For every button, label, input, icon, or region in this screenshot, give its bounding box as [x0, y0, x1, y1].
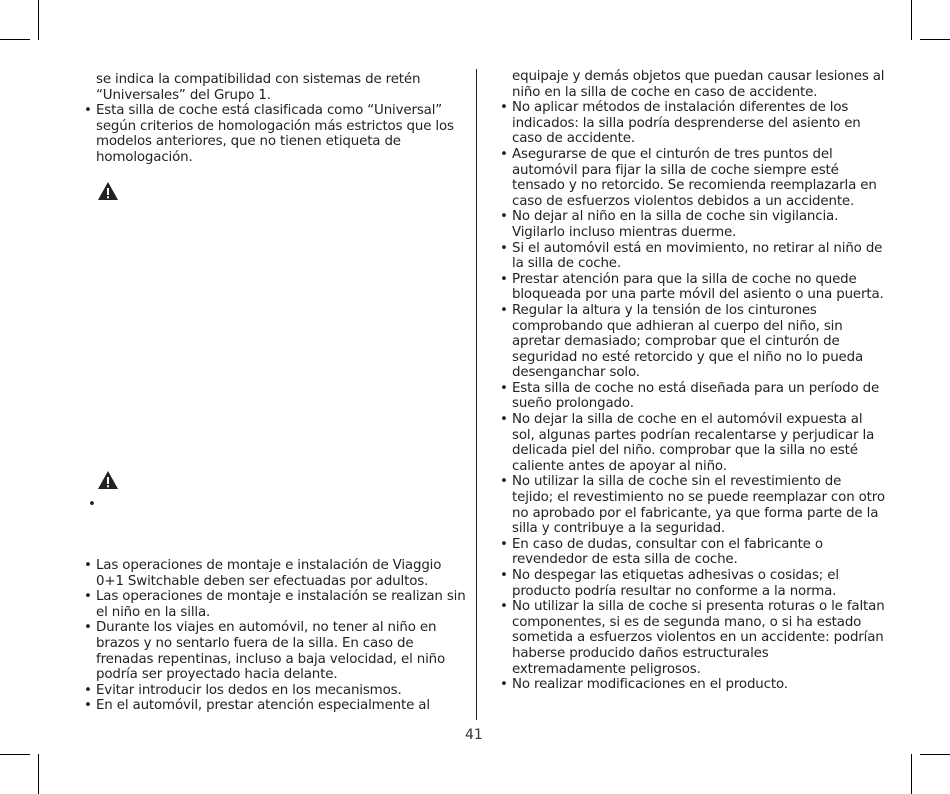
left-bullet-list-bottom — [84, 558, 469, 714]
list-item-text: Evitar introducir los dedos en los mecanismos. — [96, 682, 402, 698]
list-item — [500, 599, 885, 677]
right-continuation-text: equipaje y demás objetos que puedan causar lesiones al niño en la silla de coche en caso de accidente. — [512, 69, 885, 100]
crop-mark — [38, 754, 39, 794]
list-item — [500, 303, 885, 381]
bullet-marker: • — [500, 240, 508, 256]
list-item-text: Las operaciones de montaje e instalación se realizan sin el niño en la silla. — [96, 589, 466, 620]
bullet-marker: • — [500, 536, 508, 552]
crop-mark — [920, 39, 950, 40]
bullet-marker: • — [500, 380, 508, 396]
list-item-text: En caso de dudas, consultar con el fabricante o revendedor de esta silla de coche. — [512, 536, 823, 568]
bullet-marker: • — [84, 103, 92, 119]
bullet-marker: • — [500, 100, 508, 116]
bullet-marker: • — [84, 589, 92, 605]
crop-mark — [38, 0, 39, 40]
list-item — [500, 412, 885, 474]
list-item — [500, 209, 885, 240]
page-number: 41 — [465, 727, 483, 743]
list-item — [500, 677, 885, 693]
list-item-text: Asegurarse de que el cinturón de tres puntos del automóvil para fijar la silla de coche siempre esté tensado y no retorcido. Se recomienda reemplazarla en caso de esfuerzos violentos debidos a un accidente. — [512, 146, 877, 209]
bullet-marker: • — [88, 497, 96, 512]
list-item — [84, 698, 469, 714]
list-item-text: No dejar la silla de coche en el automóvil expuesta al sol, algunas partes podrían recalentarse y perjudicar la delicada piel del niño. comprobar que la silla no esté caliente antes de apoyar al niño. — [512, 412, 875, 474]
list-item-text: Esta silla de coche está clasificada como “Universal” según criterios de homologación más estrictos que los modelos anteriores, que no tienen etiqueta de homologación. — [96, 103, 454, 165]
list-item-text: No despegar las etiquetas adhesivas o cosidas; el producto podría resultar no conforme a la norma. — [512, 568, 839, 599]
bullet-marker: • — [84, 698, 92, 714]
bullet-marker: • — [500, 302, 508, 318]
warning-triangle-icon — [97, 470, 119, 490]
crop-mark — [911, 0, 912, 40]
list-item — [500, 537, 885, 568]
bullet-marker: • — [84, 558, 92, 573]
list-item-text: Prestar atención para que la silla de coche no quede bloqueada por una parte móvil del asiento o una puerta. — [512, 271, 884, 303]
column-divider — [476, 69, 477, 720]
bullet-marker: • — [500, 271, 508, 287]
bullet-marker: • — [84, 620, 92, 636]
warning-triangle-icon — [97, 181, 119, 201]
list-item — [500, 272, 885, 303]
bullet-marker: • — [500, 677, 508, 693]
bullet-marker: • — [500, 599, 508, 615]
left-column — [84, 72, 469, 166]
list-item-text: No utilizar la silla de coche si presenta roturas o le faltan componentes, si es de segunda mano, o si ha estado sometida a esfuerzos violentos en un accidente: podrían haberse producido daños estructurales extremadamente peligrosos. — [512, 599, 885, 677]
bullet-marker: • — [500, 412, 508, 428]
list-item-text: No realizar modificaciones en el producto. — [512, 677, 788, 693]
list-item — [84, 558, 469, 589]
list-item-text: Las operaciones de montaje e instalación de Viaggio 0+1 Switchable deben ser efectuadas por adultos. — [96, 558, 442, 589]
list-item-text: Regular la altura y la tensión de los cinturones comprobando que adhieran al cuerpo del niño, sin apretar demasiado; comprobar que el cinturón de seguridad no esté retorcido y que el niño no lo pueda desenganchar solo. — [512, 302, 864, 381]
list-item-text: No utilizar la silla de coche sin el revestimiento de tejido; el revestimiento no se puede reemplazar con otro no aprobado por el fabricante, ya que forma parte de la silla y contribuye a la seguridad. — [512, 474, 885, 537]
list-item — [84, 589, 469, 620]
bullet-marker: • — [500, 146, 508, 162]
right-column — [500, 69, 885, 693]
list-item — [84, 103, 469, 165]
list-item-text: No dejar al niño en la silla de coche sin vigilancia. Vigilarlo incluso mientras duerme. — [512, 209, 839, 240]
list-item-text: No aplicar métodos de instalación diferentes de los indicados: la silla podría desprenderse del asiento en caso de accidente. — [512, 100, 861, 147]
crop-mark — [0, 39, 30, 40]
list-item-text: Si el automóvil está en movimiento, no retirar al niño de la silla de coche. — [512, 240, 883, 272]
list-item-text: Durante los viajes en automóvil, no tener al niño en brazos y no sentarlo fuera de la silla. En caso de frenadas repentinas, incluso a baja velocidad, el niño podría ser proyectado hacia delante. — [96, 620, 446, 683]
right-bullet-list — [500, 100, 885, 693]
bullet-marker: • — [500, 209, 508, 225]
list-item — [500, 147, 885, 209]
left-continuation-text: se indica la compatibilidad con sistemas de retén “Universales” del Grupo 1. — [96, 72, 421, 103]
crop-mark — [0, 754, 30, 755]
list-item-text: Esta silla de coche no está diseñada para un período de sueño prolongado. — [512, 380, 880, 412]
bullet-marker: • — [84, 682, 92, 698]
list-item — [84, 683, 469, 699]
list-item — [500, 568, 885, 599]
list-item — [500, 474, 885, 536]
bullet-marker: • — [500, 568, 508, 583]
list-item — [500, 381, 885, 412]
bullet-marker: • — [500, 474, 508, 490]
crop-mark — [911, 754, 912, 794]
list-item — [500, 100, 885, 147]
left-bullet-list-top — [84, 103, 469, 165]
list-item-text: En el automóvil, prestar atención especialmente al — [96, 698, 430, 714]
list-item — [500, 241, 885, 272]
list-item — [84, 620, 469, 682]
crop-mark — [920, 754, 950, 755]
